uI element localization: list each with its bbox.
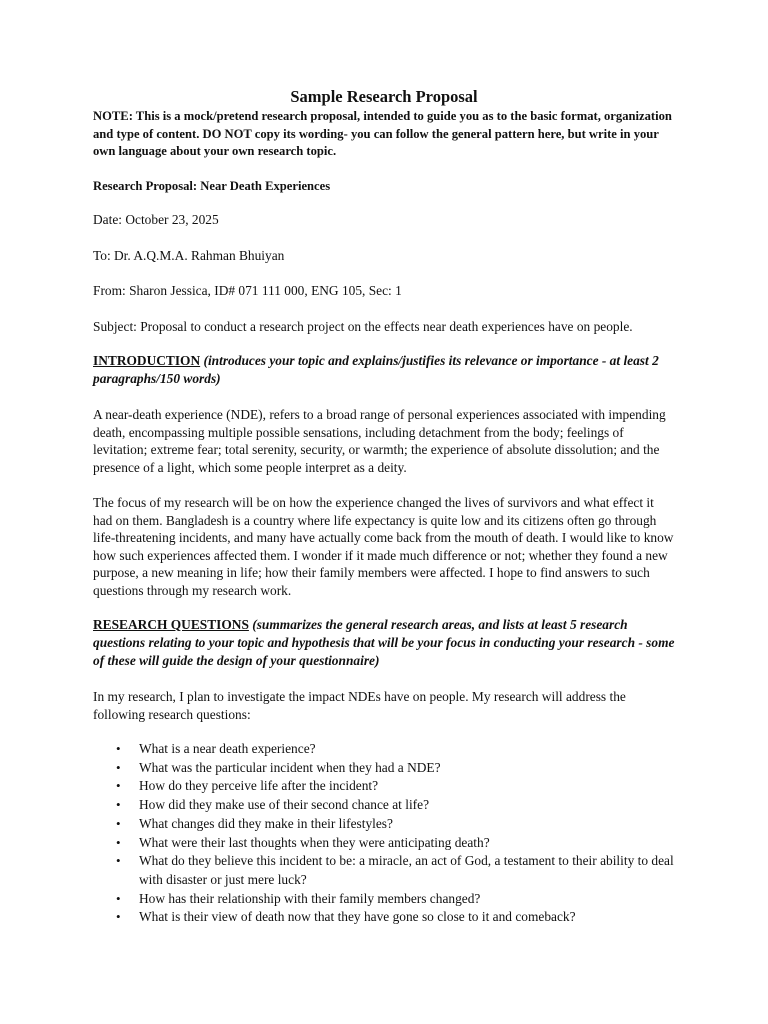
list-item: • How did they make use of their second chance at life?	[93, 796, 675, 815]
from-line: From: Sharon Jessica, ID# 071 111 000, ENG 105, Sec: 1	[93, 283, 402, 298]
list-item: • What were their last thoughts when they were anticipating death?	[93, 834, 675, 853]
introduction-paragraph-2: The focus of my research will be on how the experience changed the lives of survivors and what effect it had on them. Bangladesh is a country where life expectancy is quite low and its citizens often go through life-threatening incidents, and many have actually come back from the mouth of death. I would like to know how such experiences affected them. I wonder if it made much difference or not; whether they found a new purpose, a new meaning in life; how their family members were affected. I hope to find answers to such questions through my research work.	[93, 495, 674, 598]
introduction-paragraph-1: A near-death experience (NDE), refers to a broad range of personal experiences associated with impending death, encompassing multiple possible sensations, including detachment from the body; feelings of levitation; extreme fear; total serenity, security, or warmth; the experience of absolute dissolution; and the presence of a light, which some people interpret as a deity.	[93, 407, 666, 475]
introduction-heading	[93, 352, 675, 388]
date-line: Date: October 23, 2025	[93, 212, 219, 227]
bullet-icon: •	[116, 741, 121, 756]
proposal-title: Research Proposal: Near Death Experiences	[93, 178, 331, 193]
research-questions-list	[93, 740, 675, 927]
list-item: • How has their relationship with their family members changed?	[93, 890, 675, 909]
research-questions-guidance: (summarizes the general research areas, and lists at least 5 research questions relating to your topic and hypothesis that will be your focus in conducting your research - some of these will guide the design of your questionnaire)	[93, 617, 675, 668]
bullet-icon: •	[116, 909, 121, 925]
list-item: • What was the particular incident when they had a NDE?	[93, 759, 675, 778]
bullet-icon: •	[116, 853, 121, 869]
list-item: • What changes did they make in their lifestyles?	[93, 815, 675, 834]
introduction-guidance: (introduces your topic and explains/justifies its relevance or importance - at least 2 paragraphs/150 words)	[93, 353, 659, 386]
list-item: • What is their view of death now that they have gone so close to it and comeback?	[93, 908, 675, 927]
introduction-title: INTRODUCTION	[93, 353, 201, 368]
research-questions-heading	[93, 616, 675, 670]
bullet-icon: •	[116, 797, 121, 813]
list-item: • What do they believe this incident to be: a miracle, an act of God, a testament to their ability to deal with disaster or just mere luck?	[116, 853, 674, 887]
list-item: • What is a near death experience?	[93, 740, 675, 759]
document-page	[93, 86, 675, 927]
research-questions-intro: In my research, I plan to investigate the impact NDEs have on people. My research will address the following research questions:	[93, 689, 626, 722]
bullet-icon: •	[116, 834, 121, 850]
bullet-icon: •	[116, 815, 121, 831]
bullet-icon: •	[116, 778, 121, 794]
to-line: To: Dr. A.Q.M.A. Rahman Bhuiyan	[93, 247, 285, 263]
bullet-icon: •	[116, 759, 121, 775]
note-paragraph: NOTE: This is a mock/pretend research proposal, intended to guide you as to the basic format, organization and type of content. DO NOT copy its wording- you can follow the general pattern here, but write in your own language about your own research topic.	[93, 109, 672, 158]
document-title: Sample Research Proposal	[290, 87, 478, 106]
subject-line: Subject: Proposal to conduct a research project on the effects near death experiences have on people.	[93, 318, 633, 334]
bullet-icon: •	[116, 890, 121, 906]
research-questions-title: RESEARCH QUESTIONS	[93, 617, 249, 632]
list-item: • How do they perceive life after the incident?	[93, 777, 675, 796]
